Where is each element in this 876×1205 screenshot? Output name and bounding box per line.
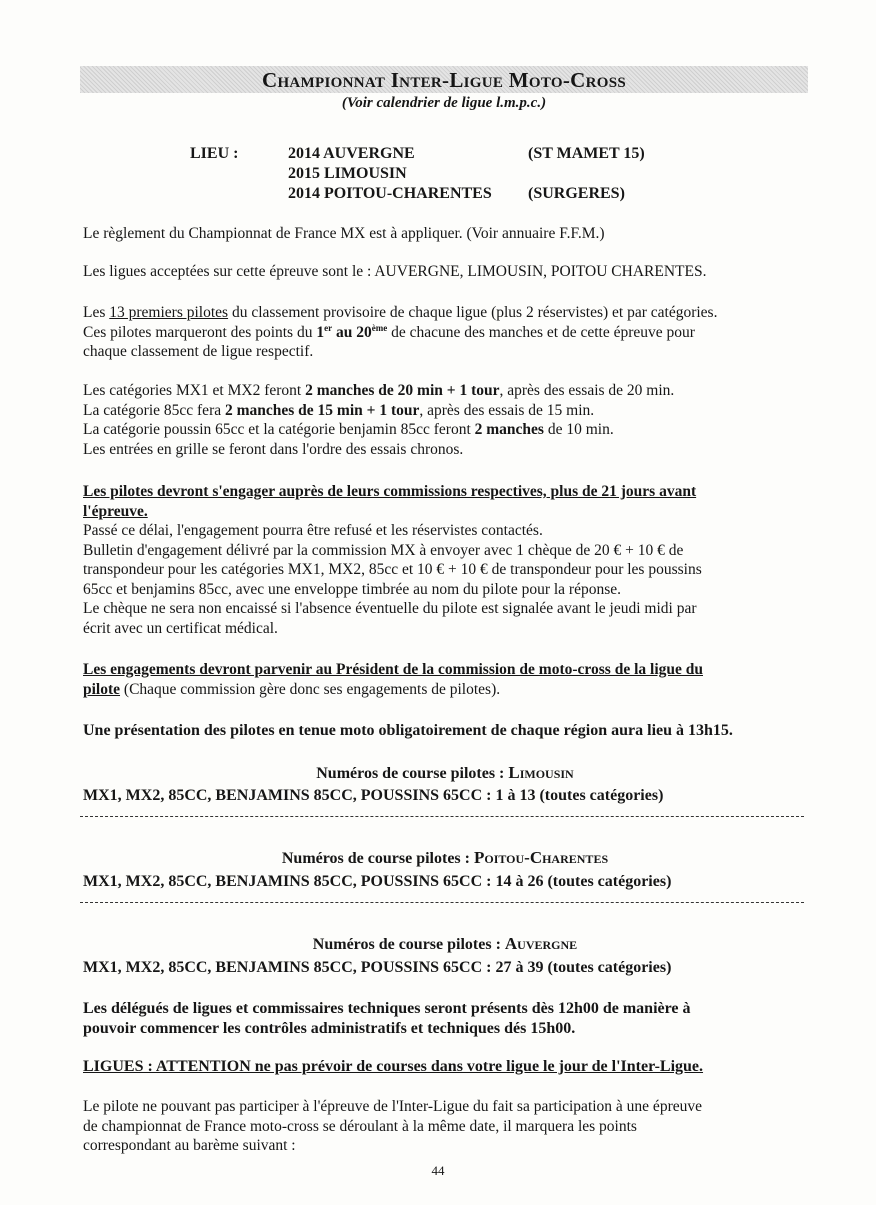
premiers-paragraph	[83, 303, 813, 362]
race-numbers-heading	[80, 848, 810, 868]
text-line: Le pilote ne pouvant pas participer à l'épreuve de l'Inter-Ligue du fait sa participation à une épreuve	[83, 1098, 702, 1115]
text-run: 1	[316, 323, 325, 341]
text-line: Bulletin d'engagement délivré par la commission MX à envoyer avec 1 chèque de 20 € + 10 € de	[83, 541, 684, 559]
region-name: Auvergne	[504, 934, 578, 953]
race-numbers-line: MX1, MX2, 85CC, BENJAMINS 85CC, POUSSINS 65CC : 14 à 26 (toutes catégories)	[83, 873, 672, 890]
text-line: transpondeur pour les catégories MX1, MX2, 85cc et 10 € + 10 € de transpondeur pour les poussins	[83, 561, 702, 578]
text-line: pouvoir commencer les contrôles administratifs et techniques dés 15h00.	[83, 1019, 576, 1037]
categories-paragraph	[83, 381, 813, 459]
engagement-paragraph	[83, 482, 813, 638]
lieu-note: (SURGERES)	[528, 185, 625, 202]
lieu-year: 2014 AUVERGNE	[288, 145, 415, 162]
lieu-year: 2014 POITOU-CHARENTES	[288, 185, 492, 202]
text-line: Passé ce délai, l'engagement pourra être refusé et les réservistes contactés.	[83, 522, 543, 539]
text-run: de chacune des manches et de cette épreuve pour	[387, 323, 695, 341]
text-run: Ces pilotes marqueront des points du	[83, 323, 317, 341]
dashed-divider	[80, 816, 804, 817]
ligues-paragraph: Les ligues acceptées sur cette épreuve sont le : AUVERGNE, LIMOUSIN, POITOU CHARENTES.	[83, 263, 707, 280]
text-line: de championnat de France moto-cross se déroulant à la même date, il marquera les points	[83, 1117, 637, 1135]
bold-text: 2 manches de 15 min + 1 tour	[224, 401, 420, 419]
delegues-paragraph	[83, 999, 813, 1038]
text-line: Le chèque ne sera non encaissé si l'absence éventuelle du pilote est signalée avant le jeudi midi par	[83, 600, 697, 617]
text-line: 65cc et benjamins 85cc, avec une enveloppe timbrée au nom du pilote pour la réponse.	[83, 580, 622, 598]
text-run: (Chaque commission gère donc ses engagements de pilotes).	[120, 680, 501, 698]
text-run: La catégorie poussin 65cc et la catégorie benjamin 85cc feront	[83, 421, 475, 438]
dashed-divider	[80, 902, 804, 903]
text-line: Les entrées en grille se feront dans l'ordre des essais chronos.	[83, 440, 464, 458]
president-paragraph	[83, 660, 813, 699]
underlined-text: 13 premiers pilotes	[109, 304, 229, 321]
text-run: 20	[356, 323, 372, 341]
race-numbers-heading	[80, 934, 810, 954]
attention-notice: LIGUES : ATTENTION ne pas prévoir de courses dans votre ligue le jour de l'Inter-Ligue.	[83, 1058, 704, 1075]
text-line: chaque classement de ligue respectif.	[83, 343, 314, 360]
text-line: correspondant au barème suivant :	[83, 1137, 296, 1154]
text-run: Numéros de course pilotes :	[316, 765, 509, 782]
points-from	[316, 324, 387, 341]
text-run: Numéros de course pilotes :	[312, 936, 505, 953]
president-heading: pilote	[83, 680, 121, 698]
lieu-note: (ST MAMET 15)	[528, 145, 645, 162]
page-title: Championnat Inter-Ligue Moto-Cross	[261, 68, 626, 92]
text-run: Numéros de course pilotes :	[281, 850, 474, 867]
text-run: La catégorie 85cc fera	[83, 401, 225, 419]
text-line: Les délégués de ligues et commissaires techniques seront présents dès 12h00 de manière à	[83, 1000, 691, 1017]
text-run: de 10 min.	[543, 421, 614, 438]
text-run: du classement provisoire de chaque ligue (plus 2 réservistes) et par catégories.	[228, 304, 718, 321]
text-run: , après des essais de 15 min.	[419, 401, 595, 419]
reglement-paragraph: Le règlement du Championnat de France MX est à appliquer. (Voir annuaire F.F.M.)	[83, 225, 605, 242]
president-heading: Les engagements devront parvenir au Président de la commission de moto-cross de la ligue du	[83, 661, 703, 678]
superscript: er	[324, 322, 333, 333]
final-paragraph	[83, 1097, 813, 1156]
superscript: ème	[371, 322, 388, 333]
engagement-heading: l'épreuve.	[83, 502, 148, 520]
region-name: Poitou-Charentes	[473, 848, 609, 867]
text-run: Les catégories MX1 et MX2 feront	[83, 382, 306, 399]
bold-text: 2 manches	[474, 421, 544, 438]
text-run: , après des essais de 20 min.	[499, 382, 675, 399]
page-subtitle: (Voir calendrier de ligue l.m.p.c.)	[341, 95, 547, 111]
race-numbers-heading	[80, 763, 810, 783]
presentation-paragraph: Une présentation des pilotes en tenue moto obligatoirement de chaque région aura lieu à 13h15.	[83, 722, 733, 739]
page-number: 44	[431, 1163, 445, 1178]
lieu-year: 2015 LIMOUSIN	[288, 165, 407, 182]
region-name: Limousin	[508, 763, 574, 782]
text-run: au	[332, 323, 357, 341]
text-run: Les	[83, 304, 110, 321]
race-numbers-line: MX1, MX2, 85CC, BENJAMINS 85CC, POUSSINS 65CC : 1 à 13 (toutes catégories)	[83, 787, 664, 804]
engagement-heading: Les pilotes devront s'engager auprès de leurs commissions respectives, plus de 21 jours avant	[83, 483, 697, 500]
text-line: écrit avec un certificat médical.	[83, 619, 278, 637]
lieu-label: LIEU :	[190, 145, 239, 162]
bold-text: 2 manches de 20 min + 1 tour	[305, 382, 500, 399]
race-numbers-line: MX1, MX2, 85CC, BENJAMINS 85CC, POUSSINS 65CC : 27 à 39 (toutes catégories)	[83, 959, 672, 976]
